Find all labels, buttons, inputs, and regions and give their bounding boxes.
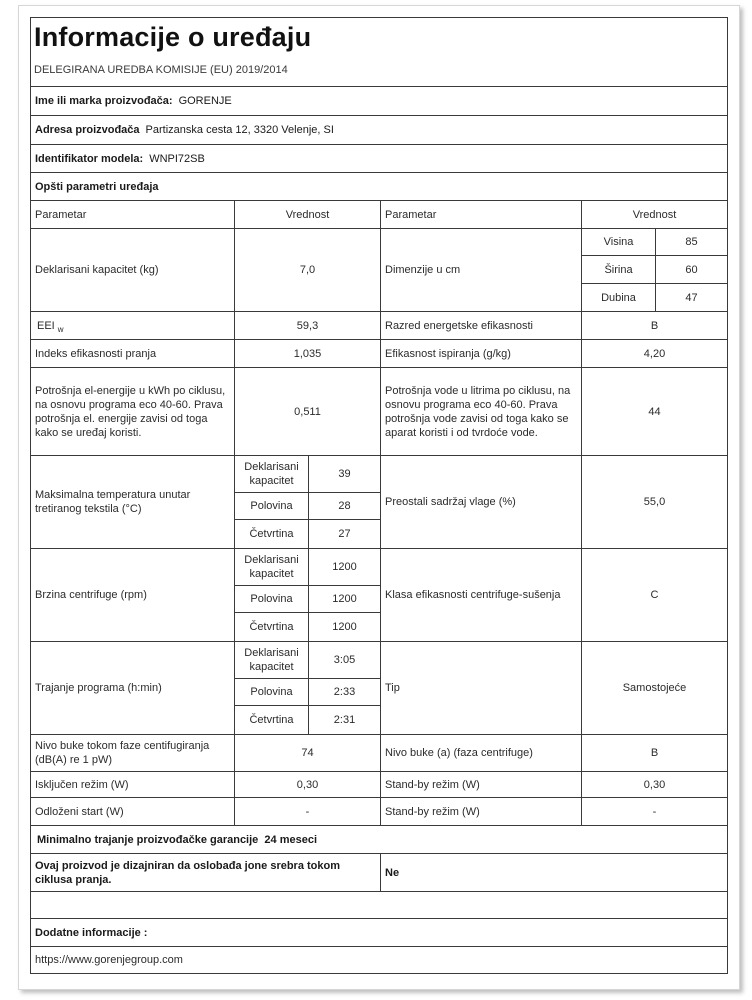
model-identifier-value: WNPI72SB xyxy=(149,152,205,165)
max-temp-half-label: Polovina xyxy=(234,492,309,520)
spin-speed-declared-value: 1200 xyxy=(308,548,381,586)
eei-label xyxy=(30,311,235,340)
silver-ions-label: Ovaj proizvod je dizajniran da oslobađa jone srebra tokom ciklusa pranja. xyxy=(30,853,381,892)
max-temp-declared-label: Deklarisani kapacitet xyxy=(234,455,309,493)
page-title: Informacije o uređaju xyxy=(34,22,312,52)
energy-use-label: Potrošnja el-energije u kWh po ciklusu, na osnovu programa eco 40-60. Prava potrošnja el. energije zavisi od toga kako se uređaj koristi. xyxy=(30,367,235,456)
manufacturer-name-value: GORENJE xyxy=(178,95,232,107)
column-header-value-left: Vrednost xyxy=(234,200,381,229)
duration-quarter-label: Četvrtina xyxy=(234,705,309,735)
max-temp-quarter-value: 27 xyxy=(308,519,381,549)
spin-class-label: Klasa efikasnosti centrifuge-sušenja xyxy=(380,548,582,642)
max-temp-half-value: 28 xyxy=(308,492,381,520)
column-header-param-left: Parametar xyxy=(30,200,235,229)
delay-start-value: - xyxy=(234,797,381,826)
off-mode-value: 0,30 xyxy=(234,771,381,798)
manufacturer-address-value: Partizanska cesta 12, 3320 Velenje, SI xyxy=(145,124,334,136)
noise-class-value: B xyxy=(581,734,728,772)
duration-declared-label: Deklarisani kapacitet xyxy=(234,641,309,679)
spin-speed-half-value: 1200 xyxy=(308,585,381,613)
model-identifier-label: Identifikator modela: xyxy=(35,152,144,165)
noise-class-label: Nivo buke (a) (faza centrifuge) xyxy=(380,734,582,772)
dimension-height-label: Visina xyxy=(581,228,656,256)
noise-db-label: Nivo buke tokom faze centifugiranja (dB(A) re 1 pW) xyxy=(30,734,235,772)
water-use-label: Potrošnja vode u litrima po ciklusu, na osnovu programa eco 40-60. Prava potrošnja vode zavisi od toga kako se aparat koristi i od tvrdoće vode. xyxy=(380,367,582,456)
spin-speed-label: Brzina centrifuge (rpm) xyxy=(30,548,235,642)
duration-quarter-value: 2:31 xyxy=(308,705,381,735)
duration-declared-value: 3:05 xyxy=(308,641,381,679)
energy-use-value: 0,511 xyxy=(234,367,381,456)
energy-class-value: B xyxy=(581,311,728,340)
model-identifier-row xyxy=(30,144,728,173)
duration-label: Trajanje programa (h:min) xyxy=(30,641,235,735)
moisture-label: Preostali sadržaj vlage (%) xyxy=(380,455,582,549)
delay-start-label: Odloženi start (W) xyxy=(30,797,235,826)
spin-speed-quarter-label: Četvrtina xyxy=(234,612,309,642)
type-value: Samostojeće xyxy=(581,641,728,735)
standby2-value: - xyxy=(581,797,728,826)
eei-subscript: w xyxy=(57,324,64,334)
capacity-value: 7,0 xyxy=(234,228,381,312)
manufacturer-address-row xyxy=(30,115,728,145)
manufacturer-name-row xyxy=(30,86,728,116)
max-temp-declared-value: 39 xyxy=(308,455,381,493)
duration-half-label: Polovina xyxy=(234,678,309,706)
standby-label: Stand-by režim (W) xyxy=(380,771,582,798)
wash-index-value: 1,035 xyxy=(234,339,381,368)
manufacturer-address-label: Adresa proizvođača xyxy=(35,124,140,136)
rinse-efficiency-label: Efikasnost ispiranja (g/kg) xyxy=(380,339,582,368)
rinse-efficiency-value: 4,20 xyxy=(581,339,728,368)
spin-speed-quarter-value: 1200 xyxy=(308,612,381,642)
additional-info-label: Dodatne informacije : xyxy=(30,918,728,947)
manufacturer-name-label: Ime ili marka proizvođača: xyxy=(35,95,173,107)
capacity-label: Deklarisani kapacitet (kg) xyxy=(30,228,235,312)
column-header-value-right: Vrednost xyxy=(581,200,728,229)
water-use-value: 44 xyxy=(581,367,728,456)
moisture-value: 55,0 xyxy=(581,455,728,549)
max-temp-label: Maksimalna temperatura unutar tretiranog tekstila (°C) xyxy=(30,455,235,549)
website-link[interactable]: https://www.gorenjegroup.com xyxy=(30,946,728,974)
silver-ions-value: Ne xyxy=(380,853,728,892)
energy-class-label: Razred energetske efikasnosti xyxy=(380,311,582,340)
wash-index-label: Indeks efikasnosti pranja xyxy=(30,339,235,368)
standby-value: 0,30 xyxy=(581,771,728,798)
dimensions-label: Dimenzije u cm xyxy=(380,228,582,312)
section-title: Opšti parametri uređaja xyxy=(30,172,728,201)
type-label: Tip xyxy=(380,641,582,735)
duration-half-value: 2:33 xyxy=(308,678,381,706)
warranty-row: Minimalno trajanje proizvođačke garancije 24 meseci xyxy=(30,825,728,854)
dimension-width-label: Širina xyxy=(581,255,656,284)
max-temp-quarter-label: Četvrtina xyxy=(234,519,309,549)
dimension-depth-value: 47 xyxy=(655,283,728,312)
spin-class-value: C xyxy=(581,548,728,642)
eei-value: 59,3 xyxy=(234,311,381,340)
dimension-width-value: 60 xyxy=(655,255,728,284)
standby2-label: Stand-by režim (W) xyxy=(380,797,582,826)
off-mode-label: Isključen režim (W) xyxy=(30,771,235,798)
regulation-subtitle: DELEGIRANA UREDBA KOMISIJE (EU) 2019/2014 xyxy=(34,64,288,76)
noise-db-value: 74 xyxy=(234,734,381,772)
spin-speed-half-label: Polovina xyxy=(234,585,309,613)
spin-speed-declared-label: Deklarisani kapacitet xyxy=(234,548,309,586)
dimension-height-value: 85 xyxy=(655,228,728,256)
empty-row xyxy=(30,891,728,919)
dimension-depth-label: Dubina xyxy=(581,283,656,312)
column-header-param-right: Parametar xyxy=(380,200,582,229)
eei-label-text: EEI xyxy=(37,319,55,332)
